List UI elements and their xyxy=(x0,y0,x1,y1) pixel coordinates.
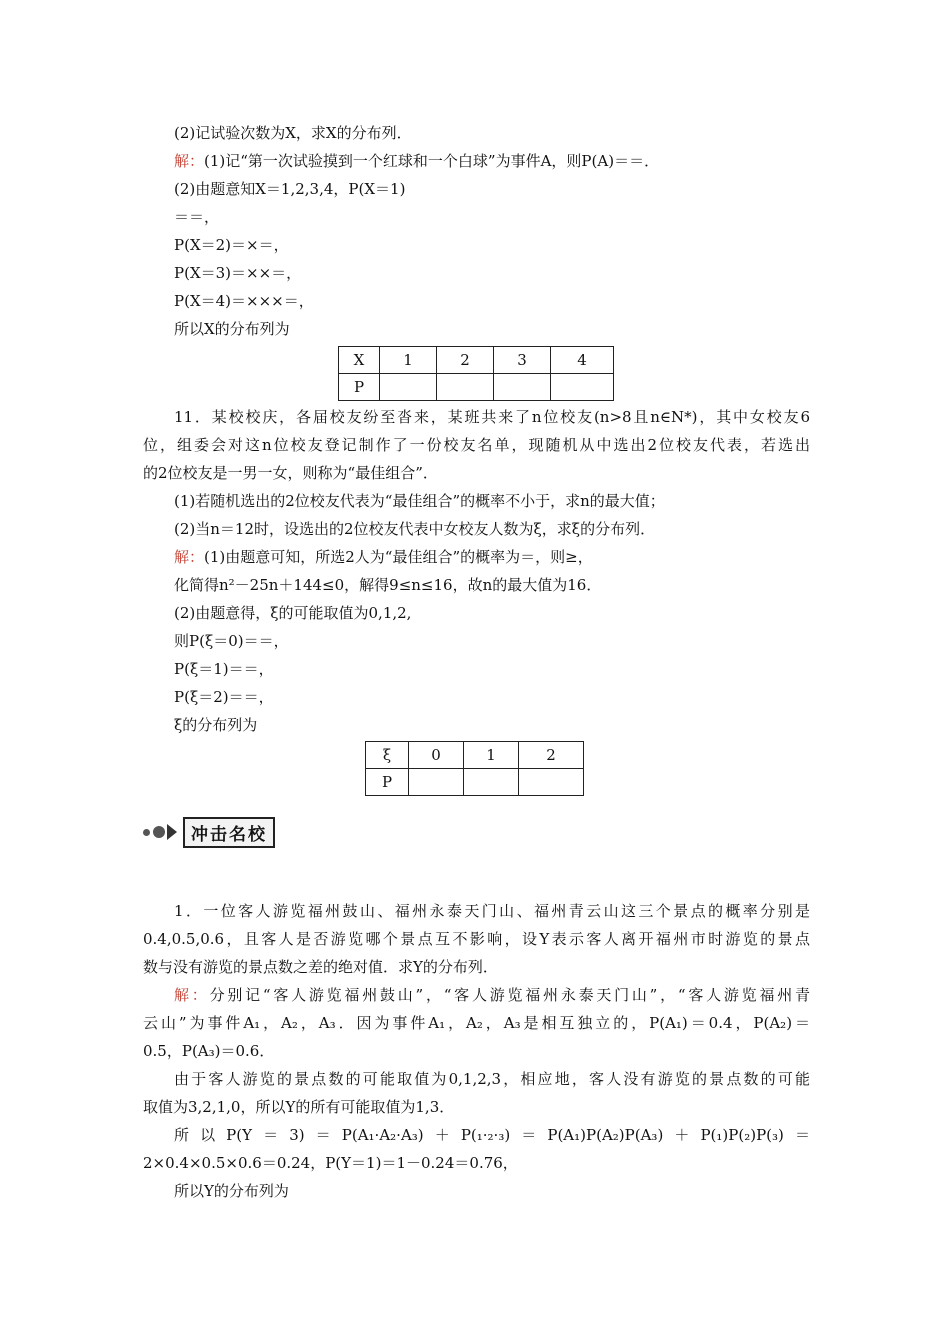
solution-1-line1 xyxy=(174,984,810,1006)
table-cell: P xyxy=(339,374,380,401)
solution-11-line6: P(ξ＝2)＝＝， xyxy=(174,688,274,706)
table-cell xyxy=(409,769,464,796)
section-title: 冲击名校 xyxy=(183,817,275,848)
solution-10-line1 xyxy=(174,150,659,172)
solution-11-line7: ξ的分布列为 xyxy=(174,716,258,734)
solution-10-line5: P(X＝3)＝××＝， xyxy=(174,264,302,282)
table-cell xyxy=(437,374,494,401)
table-cell: 2 xyxy=(519,742,584,769)
table-cell: 0 xyxy=(409,742,464,769)
table-cell: 2 xyxy=(437,347,494,374)
question-10-part2: (2)记试验次数为X，求X的分布列． xyxy=(174,124,412,142)
table-cell: 1 xyxy=(464,742,519,769)
table-cell xyxy=(494,374,551,401)
question-1-line2: 0.4,0.5,0.6，且客人是否游览哪个景点互不影响，设Y表示客人离开福州市时游览的景点 xyxy=(143,930,810,948)
solution-label: 解： xyxy=(174,548,205,566)
solution-10-line4: P(X＝2)＝×＝， xyxy=(174,236,289,254)
table-cell: 3 xyxy=(494,347,551,374)
solution-1-line5: 取值为3,2,1,0，所以Y的所有可能取值为1,3． xyxy=(143,1098,455,1116)
dot-icon xyxy=(153,826,165,838)
question-11-line2: 位，组委会对这n位校友登记制作了一份校友名单，现随机从中选出2位校友代表，若选出 xyxy=(143,436,810,454)
solution-11-line2: 化简得n²－25n＋144≤0，解得9≤n≤16，故n的最大值为16． xyxy=(174,576,602,594)
table-cell: P xyxy=(366,769,409,796)
question-11-line1: 11．某校校庆，各届校友纷至沓来，某班共来了n位校友(n>8且n∈N*)，其中女校友6 xyxy=(174,408,810,426)
solution-1-line7: 2×0.4×0.5×0.6＝0.24，P(Y＝1)＝1－0.24＝0.76， xyxy=(143,1154,518,1172)
solution-10-line2: (2)由题意知X＝1,2,3,4，P(X＝1) xyxy=(174,180,406,198)
table-cell xyxy=(551,374,614,401)
solution-label: 解： xyxy=(174,152,205,170)
solution-text: (1)记“第一次试验摸到一个红球和一个白球”为事件A，则P(A)＝＝． xyxy=(204,152,660,170)
solution-10-line6: P(X＝4)＝×××＝， xyxy=(174,292,314,310)
solution-1-line4: 由于客人游览的景点数的可能取值为0,1,2,3，相应地，客人没有游览的景点数的可能 xyxy=(174,1070,810,1088)
table-cell: 1 xyxy=(380,347,437,374)
question-1-line1: 1．一位客人游览福州鼓山、福州永泰天门山、福州青云山这三个景点的概率分别是 xyxy=(174,902,810,920)
table-row xyxy=(339,374,614,401)
question-11-sub2: (2)当n＝12时，设选出的2位校友代表中女校友人数为ξ，求ξ的分布列． xyxy=(174,520,656,538)
table-cell: 4 xyxy=(551,347,614,374)
table-row xyxy=(339,347,614,374)
table-row xyxy=(366,769,584,796)
table-cell: X xyxy=(339,347,380,374)
chevron-right-icon xyxy=(167,824,177,840)
question-1-line3: 数与没有游览的景点数之差的绝对值．求Y的分布列． xyxy=(143,958,498,976)
distribution-table-x xyxy=(338,346,614,401)
question-11-sub1: (1)若随机选出的2位校友代表为“最佳组合”的概率不小于，求n的最大值； xyxy=(174,492,665,510)
question-11-line3: 的2位校友是一男一女，则称为“最佳组合”． xyxy=(143,464,438,482)
section-banner xyxy=(143,818,275,846)
solution-10-line3: ＝＝， xyxy=(174,208,220,226)
solution-11-line3: (2)由题意得，ξ的可能取值为0,1,2, xyxy=(174,604,412,622)
table-cell: ξ xyxy=(366,742,409,769)
solution-10-line7: 所以X的分布列为 xyxy=(174,320,290,338)
solution-11-line1 xyxy=(174,546,593,568)
solution-text: (1)由题意可知，所选2人为“最佳组合”的概率为＝，则≥， xyxy=(204,548,593,566)
solution-text: 分别记“客人游览福州鼓山”，“客人游览福州永泰天门山”，“客人游览福州青 xyxy=(209,986,810,1004)
solution-11-line5: P(ξ＝1)＝＝， xyxy=(174,660,274,678)
table-cell xyxy=(464,769,519,796)
solution-1-line6: 所以P(Y＝3)＝P(A₁·A₂·A₃)＋P(₁·₂·₃)＝P(A₁)P(A₂)P(A₃)＋P(₁)P(₂)P(₃)＝ xyxy=(174,1126,810,1144)
solution-1-line2: 云山”为事件A₁，A₂，A₃．因为事件A₁，A₂，A₃是相互独立的，P(A₁)＝0.4，P(A₂)＝ xyxy=(143,1014,810,1032)
distribution-table-xi xyxy=(365,741,584,796)
table-cell xyxy=(519,769,584,796)
solution-label: 解： xyxy=(174,986,210,1004)
table-cell xyxy=(380,374,437,401)
table-row xyxy=(366,742,584,769)
solution-1-line8: 所以Y的分布列为 xyxy=(174,1182,289,1200)
dot-icon xyxy=(143,829,150,836)
solution-11-line4: 则P(ξ＝0)＝＝， xyxy=(174,632,289,650)
solution-1-line3: 0.5，P(A₃)＝0.6． xyxy=(143,1042,275,1060)
